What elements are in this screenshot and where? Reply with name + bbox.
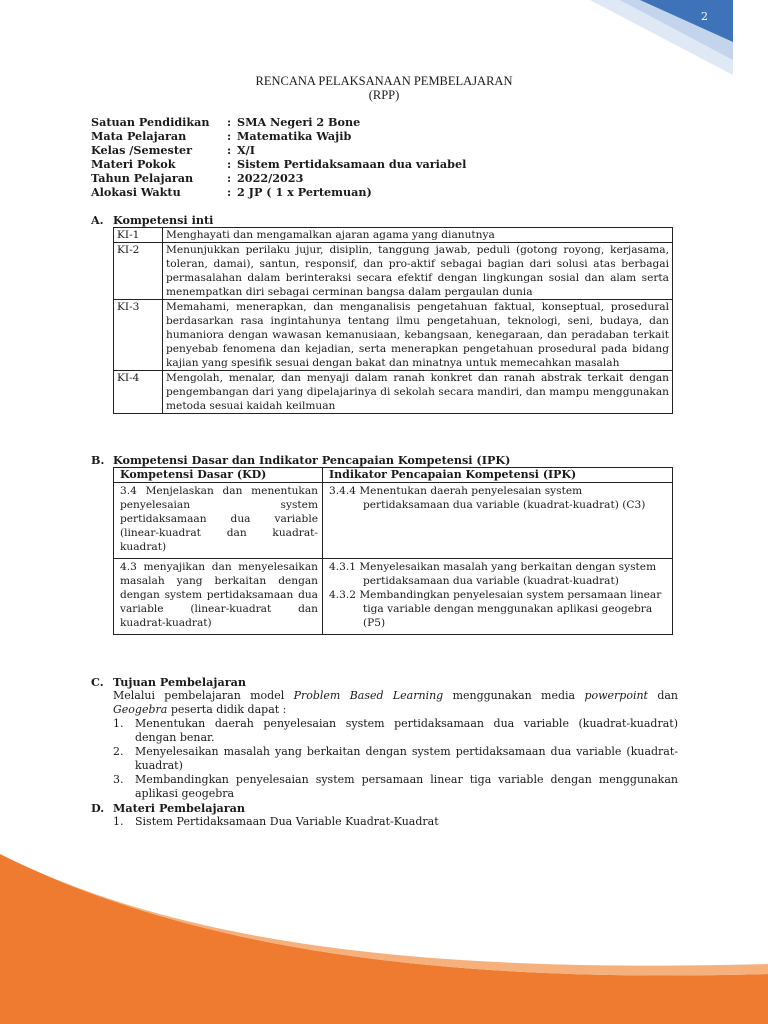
intro-text: Melalui pembelajaran model [113,689,294,702]
ipk-cell [323,483,673,559]
ki-description: Menghayati dan mengamalkan ajaran agama yang dianutnya [163,228,673,243]
intro-text: dan [647,689,679,702]
identity-key: Tahun Pelajaran [91,171,194,185]
section-c-heading [91,675,246,689]
ki-description: Menunjukkan perilaku jujur, disiplin, tanggung jawab, peduli (gotong royong, kerjasama, toleran, damai), santun, responsif, dan pro-aktif sebagai bagian dari solusi atas berbagai permasalahan dalam berinteraksi secara efektif dengan lingkungan sosial dan alam serta menempatkan diri sebagai cerminan bangsa dalam pergaulan dunia [163,243,673,300]
list-item [113,745,678,773]
identity-row [91,171,466,185]
list-text: Menyelesaikan masalah yang berkaitan dengan system pertidaksamaan dua variable (kuadrat-kuadrat) [135,745,678,772]
identity-key: Materi Pokok [91,157,176,171]
title-line-1: RENCANA PELAKSANAAN PEMBELAJARAN [255,74,513,88]
objectives-list [113,717,678,801]
identity-value: Sistem Pertidaksamaan dua variabel [237,157,467,171]
ki-description: Mengolah, menalar, dan menyaji dalam ranah konkret dan ranah abstrak terkait dengan pengembangan dari yang dipelajarinya di sekolah secara mandiri, dan mampu menggunakan metoda sesuai kaidah keilmuan [163,371,673,414]
list-text: Membandingkan penyelesaian system persamaan linear tiga variable dengan menggunakan aplikasi geogebra [135,773,678,800]
identity-sep: : [227,157,232,171]
identity-value: X/I [237,143,255,157]
kompetensi-inti-table [113,227,673,414]
section-title: Kompetensi inti [113,213,214,227]
section-title: Kompetensi Dasar dan Indikator Pencapaian Kompetensi (IPK) [113,453,511,467]
ipk-item: 3.4.4 Menentukan daerah penyelesaian system pertidaksamaan dua variable (kuadrat-kuadrat) (C3) [329,485,646,511]
identity-row [91,115,466,129]
identity-key: Kelas /Semester [91,143,193,157]
identity-value: SMA Negeri 2 Bone [237,115,361,129]
section-letter: B. [91,453,105,467]
kd-text: 3.4 Menjelaskan dan menentukan penyelesaian system pertidaksamaan dua variable (linear-kuadrat dan kuadrat-kuadrat) [120,485,318,553]
ki-code: KI-3 [114,300,163,371]
identity-row [91,143,466,157]
ki-code: KI-1 [114,228,163,243]
section-d-heading [91,801,245,815]
section-title: Tujuan Pembelajaran [113,675,246,689]
list-text: Sistem Pertidaksamaan Dua Variable Kuadrat-Kuadrat [135,815,439,828]
section-title: Materi Pembelajaran [113,801,246,815]
section-a-heading [91,213,213,227]
ipk-item: 4.3.2 Membandingkan penyelesaian system persamaan linear tiga variable dengan menggunakan aplikasi geogebra (P5) [329,589,662,629]
identity-row [91,157,466,171]
ipk-cell [323,559,673,635]
list-number: 2. [113,745,124,758]
section-letter: A. [91,213,104,227]
kd-cell [114,559,323,635]
list-item [113,717,678,745]
section-letter: C. [91,675,104,689]
ki-code: KI-2 [114,243,163,300]
ki-code: KI-4 [114,371,163,414]
intro-media: powerpoint [584,689,648,702]
identity-block [91,115,466,199]
identity-row [91,129,466,143]
intro-text: peserta didik dapat : [167,703,287,716]
identity-sep: : [227,115,232,129]
intro-text: menggunakan media [443,689,585,702]
table-row [114,300,673,371]
list-item [113,815,678,829]
list-number: 1. [113,717,124,730]
table-row [114,371,673,414]
title-line-2: (RPP) [368,88,400,102]
page-number: 2 [701,10,708,23]
identity-sep: : [227,143,232,157]
section-b-heading [91,453,510,467]
section-c-intro [113,689,678,717]
kd-cell [114,483,323,559]
identity-sep: : [227,129,232,143]
table-row [114,243,673,300]
table-row [114,483,673,559]
identity-value: 2 JP ( 1 x Pertemuan) [237,185,372,199]
identity-key: Alokasi Waktu [91,185,181,199]
identity-row [91,185,466,199]
kd-text: 4.3 menyajikan dan menyelesaikan masalah yang berkaitan dengan dengan system pertidaksamaan dua variable (linear-kuadrat dan kuadrat-kuadrat) [120,561,318,629]
table-row [114,228,673,243]
footer-decoration [0,824,768,1024]
identity-key: Satuan Pendidikan [91,115,210,129]
section-letter: D. [91,801,105,815]
identity-sep: : [227,171,232,185]
intro-model: Problem Based Learning [293,689,444,702]
ipk-item: 4.3.1 Menyelesaikan masalah yang berkaitan dengan system pertidaksamaan dua variable (kuadrat-kuadrat) [329,561,657,587]
list-text: Menentukan daerah penyelesaian system pertidaksamaan dua variable (kuadrat-kuadrat) dengan benar. [135,717,678,744]
document-title [0,74,768,102]
identity-sep: : [227,185,232,199]
list-item [113,773,678,801]
list-number: 1. [113,815,124,828]
ipk-column-header: Indikator Pencapaian Kompetensi (IPK) [323,468,673,483]
list-number: 3. [113,773,124,786]
intro-media: Geogebra [113,703,168,716]
kd-ipk-table [113,467,673,635]
table-row [114,559,673,635]
identity-key: Mata Pelajaran [91,129,187,143]
table-header-row [114,468,673,483]
ki-description: Memahami, menerapkan, dan menganalisis pengetahuan faktual, konseptual, prosedural berdasarkan rasa ingintahunya tentang ilmu pengetahuan, teknologi, seni, budaya, dan humaniora dengan wawasan kemanusiaan, kebangsaan, kenegaraan, dan peradaban terkait penyebab fenomena dan kejadian, serta menerapkan pengetahuan prosedural pada bidang kajian yang spesifik sesuai dengan bakat dan minatnya untuk memecahkan masalah [163,300,673,371]
identity-value: Matematika Wajib [237,129,352,143]
materi-list [113,815,678,829]
kd-column-header: Kompetensi Dasar (KD) [114,468,323,483]
identity-value: 2022/2023 [237,171,304,185]
